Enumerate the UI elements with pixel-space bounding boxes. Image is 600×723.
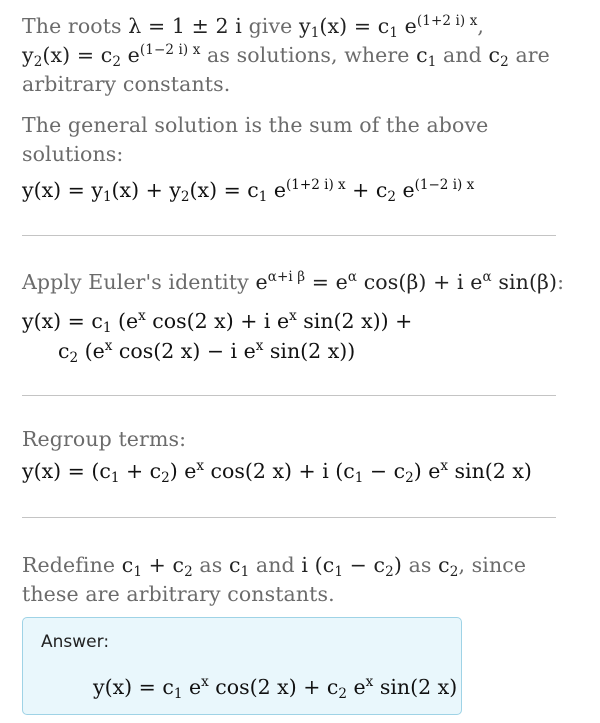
step5-text: Redefine $c_1 + c_2$ as $c_1$ and i $(c_1 - c_2)$ as $c_2$, since these are arbitrary constants. xyxy=(22,553,527,606)
answer-box xyxy=(22,617,462,715)
euler-expansion-line1: $y(x) = c_1$ ($e^x$ cos(2 x) + i $e^x$ sin(2 x)) + xyxy=(22,307,413,337)
general-solution-eq: $y(x) = y_1(x) + y_2(x) = c_1$ $e^{(1+2 i) x} + c_2$ $e^{(1-2 i) x}$ xyxy=(22,176,475,206)
step3-text: Apply Euler's identity $e^{\alpha+i \beta} = e^\alpha$ cos(β) + i $e^\alpha$ sin(β): xyxy=(22,268,565,294)
answer-eq: $y(x) = c_1$ $e^x$ cos(2 $x) + c_2$ $e^x$ sin(2 x) xyxy=(93,673,458,703)
step1-text: The roots λ = 1 ± 2 i give $y_1(x) = c_1$ $e^{(1+2 i) x}$, $y_2(x) = c_2$ $e^{(1-2 i) x}$ as solutions, where $c_1$ and $c_2$ are arbitrary constants. xyxy=(22,12,550,96)
y2-expr: $y_2(x) = c_2$ $e^{(1-2 i) x}$ xyxy=(22,41,201,71)
divider-3 xyxy=(22,517,556,518)
y1-expr: $y_1(x) = c_1$ $e^{(1+2 i) x}$ xyxy=(299,12,478,42)
step4-text: Regroup terms: xyxy=(22,427,187,451)
divider-1 xyxy=(22,235,556,236)
euler-expansion-line2: $c_2$ ($e^x$ cos(2 x) − i $e^x$ sin(2 x)) xyxy=(58,337,356,367)
divider-2 xyxy=(22,395,556,396)
euler-identity-expr: $e^{\alpha+i \beta} = e^\alpha$ cos(β) + i $e^\alpha$ sin(β) xyxy=(255,268,558,294)
regrouped-eq: $y(x) = (c_1 + c_2)$ $e^x$ cos(2 x) + i $(c_1 - c_2)$ $e^x$ sin(2 x) xyxy=(22,457,532,487)
euler-expansion-eq xyxy=(22,306,582,366)
step2-text: The general solution is the sum of the above solutions: xyxy=(22,113,489,166)
roots-expr: λ = 1 ± 2 i xyxy=(128,14,242,38)
answer-label: Answer: xyxy=(41,632,110,652)
